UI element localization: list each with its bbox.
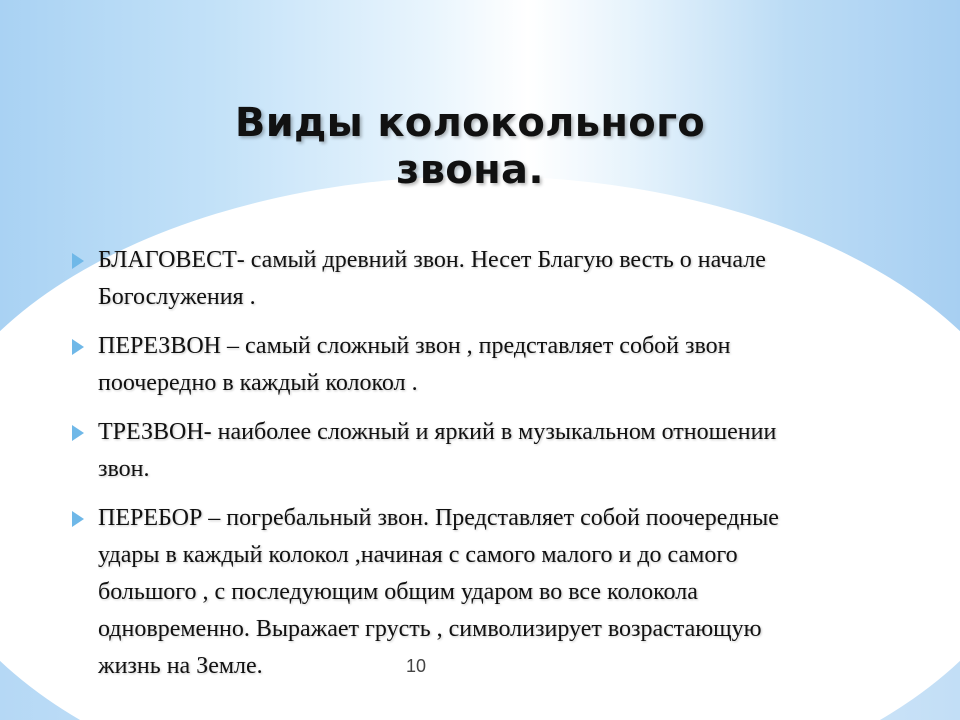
list-item-text: ПЕРЕБОР – погребальный звон. Представляет собой поочередные удары в каждый колокол ,начиная с самого малого и до самого большого , с последующим общим ударом во все колокола одновременно. Выражает грусть , символизирует возрастающую жизнь на Земле. [98,505,779,679]
triangle-bullet-icon [72,511,84,527]
list-item-text: БЛАГОВЕСТ- самый древний звон. Несет Благую весть о начале Богослужения . [98,247,766,310]
list-item [70,414,800,488]
triangle-bullet-icon [72,425,84,441]
slide-title: Виды колокольного звона. [234,100,706,194]
list-item [70,242,800,316]
bullet-list [70,242,800,697]
list-item [70,500,800,685]
list-item [70,328,800,402]
list-item-text: ТРЕЗВОН- наиболее сложный и яркий в музыкальном отношении звон. [98,419,777,482]
triangle-bullet-icon [72,339,84,355]
page-number: 10 [405,656,427,676]
triangle-bullet-icon [72,253,84,269]
list-item-text: ПЕРЕЗВОН – самый сложный звон , представляет собой звон поочередно в каждый колокол . [98,333,731,396]
